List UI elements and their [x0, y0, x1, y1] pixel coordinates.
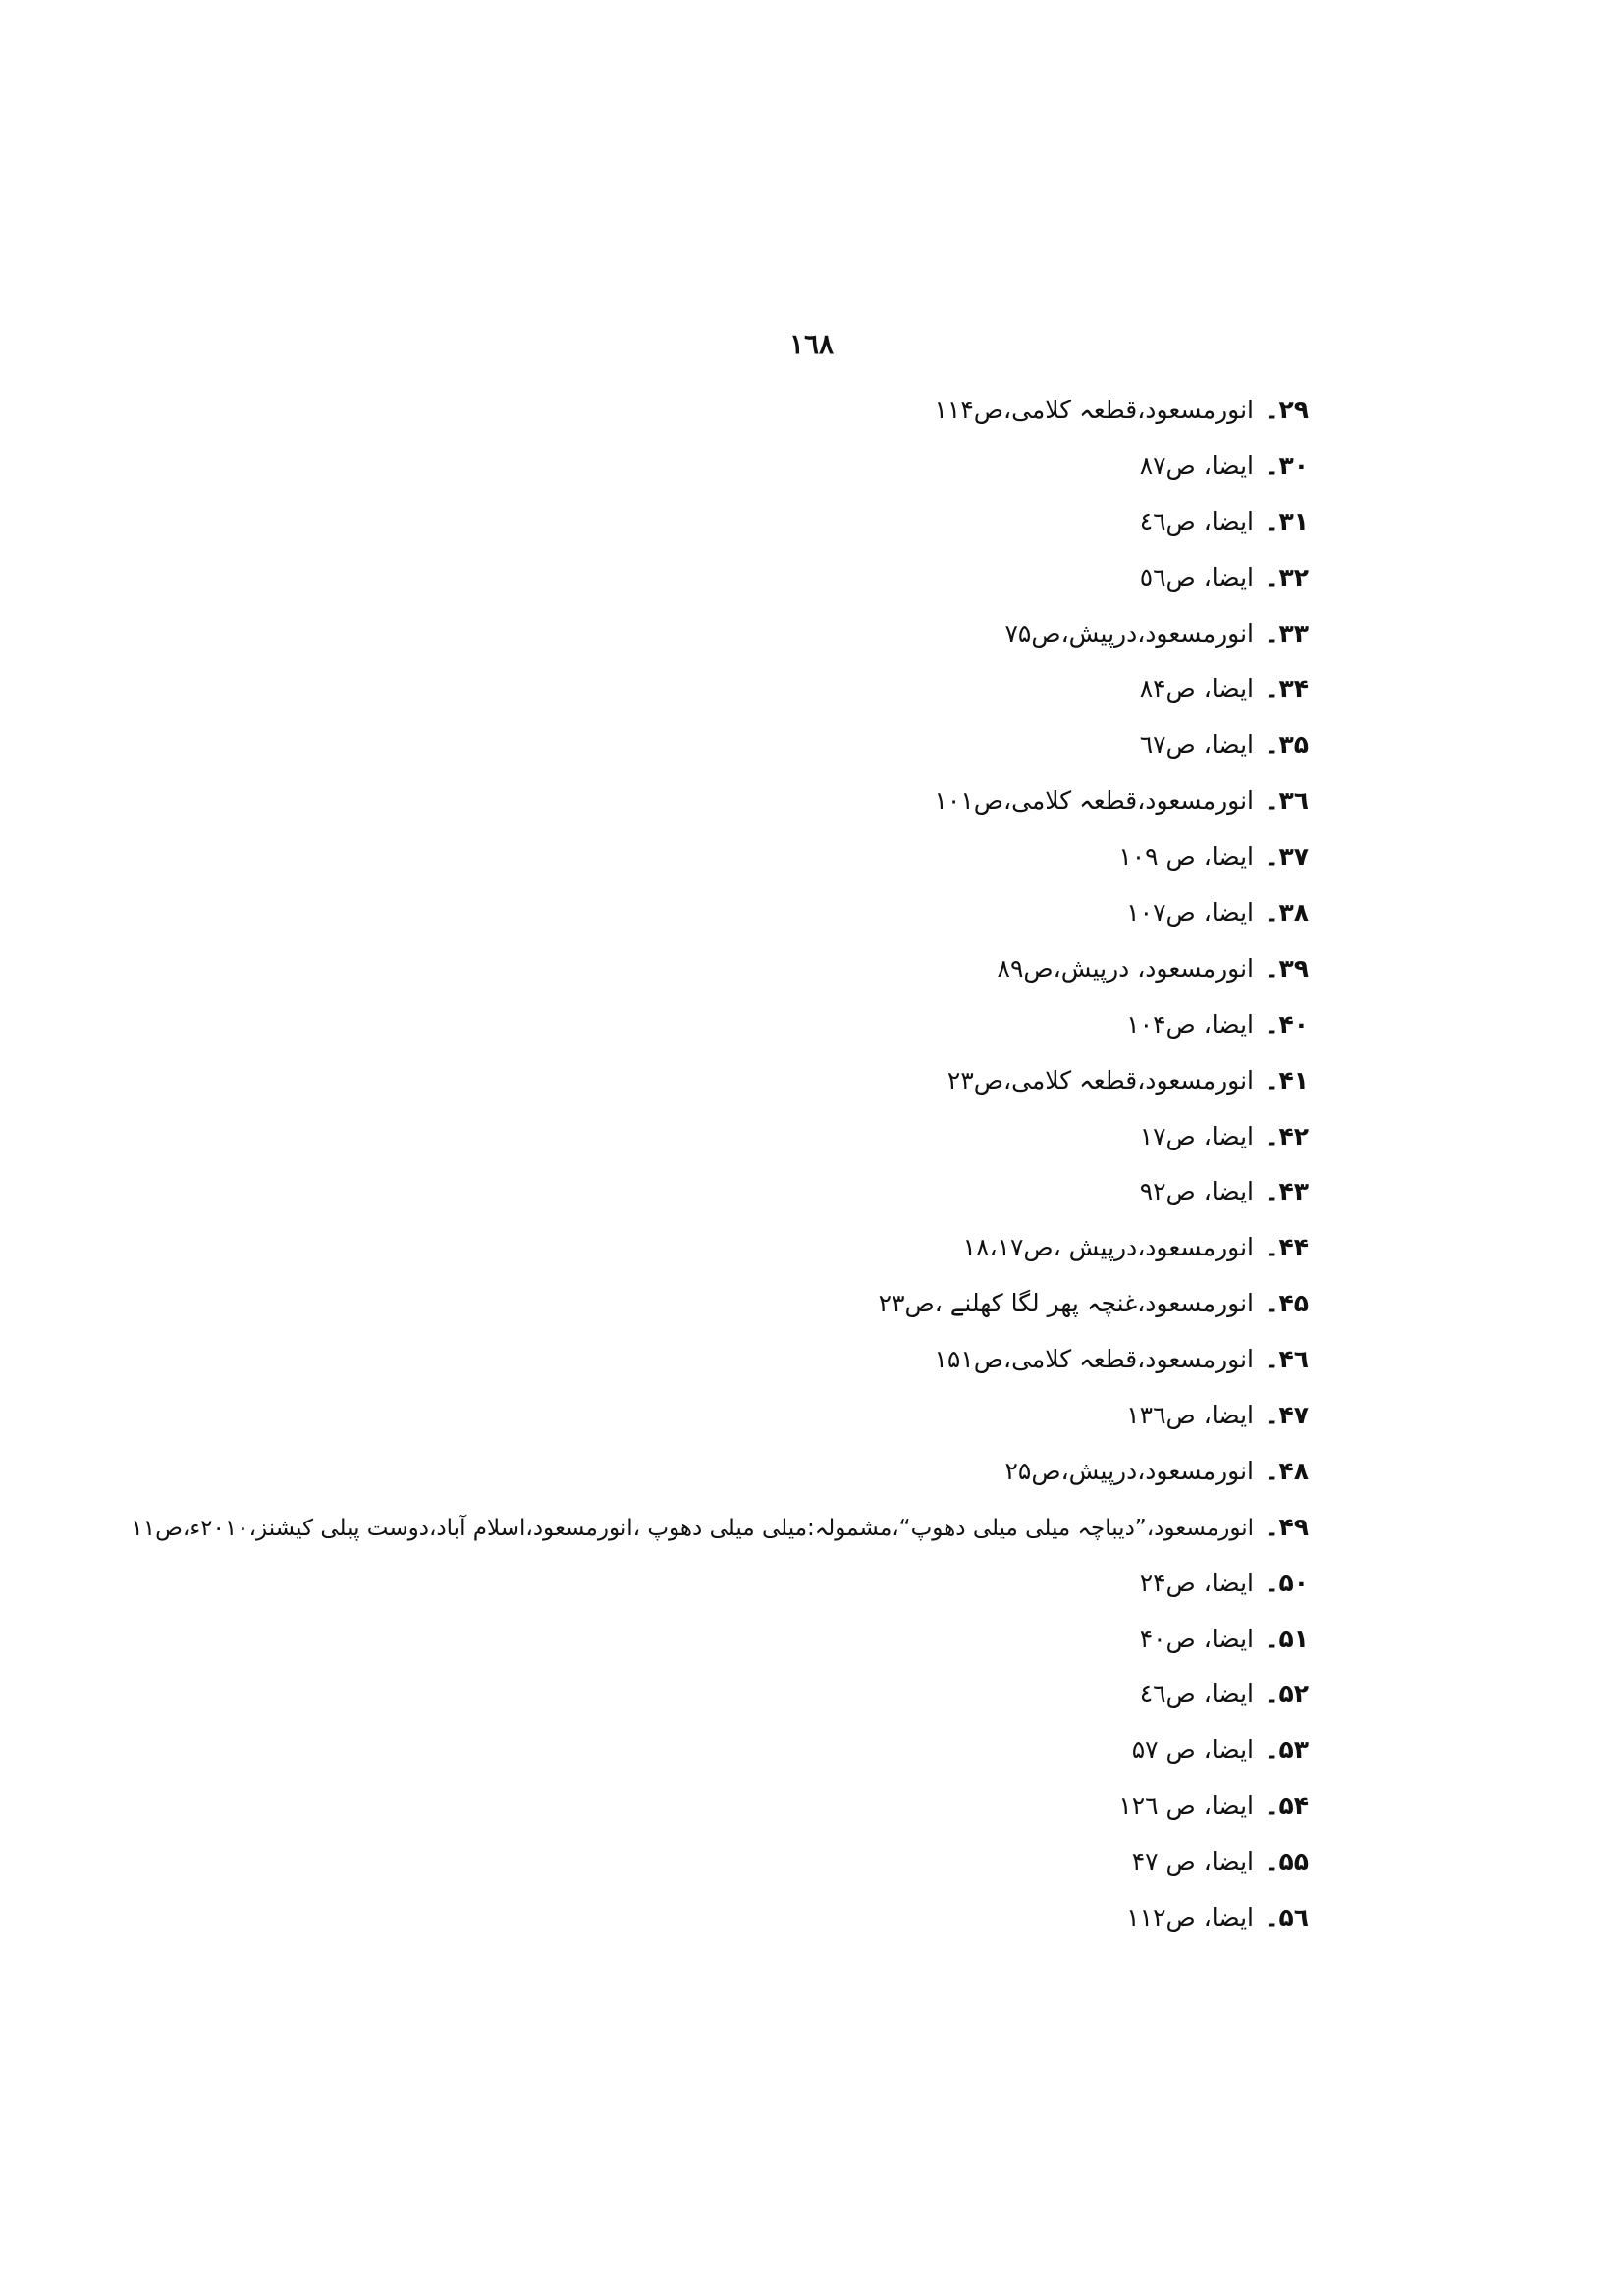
reference-text: ایضا، ص۱۰۴: [1126, 1009, 1254, 1039]
reference-item: [219, 551, 1309, 607]
reference-number: ۴٦۔: [1264, 1345, 1309, 1374]
reference-item: [219, 1556, 1309, 1612]
reference-item: [219, 1612, 1309, 1668]
reference-item: [219, 1779, 1309, 1835]
reference-number: ۳۷۔: [1264, 842, 1309, 872]
reference-number: ۴۵۔: [1264, 1289, 1309, 1318]
reference-number: ۴۸۔: [1264, 1456, 1309, 1485]
reference-number: ۳۸۔: [1264, 898, 1309, 928]
reference-number: ۵۴۔: [1264, 1791, 1309, 1821]
reference-text: ایضا، ص٦۷: [1139, 730, 1254, 760]
reference-item: [219, 1220, 1309, 1276]
reference-text: ایضا، ص۲۴: [1139, 1568, 1254, 1597]
reference-item: [219, 997, 1309, 1053]
reference-text: ایضا، ص٥٦: [1139, 562, 1254, 592]
reference-text: ایضا، ص۸۷: [1139, 451, 1254, 480]
reference-number: ۳۹۔: [1264, 953, 1309, 983]
reference-text: انورمسعود،غنچہ پھر لگا کھلنے ،ص۲۳: [878, 1289, 1254, 1318]
reference-item: [219, 941, 1309, 997]
reference-item: [219, 1053, 1309, 1109]
reference-text: ایضا، ص ۱۰۹: [1118, 842, 1254, 872]
reference-item: [219, 1835, 1309, 1891]
reference-item: [219, 1164, 1309, 1220]
reference-item: [131, 1500, 1309, 1556]
reference-number: ۳۰۔: [1264, 451, 1309, 480]
reference-text: انورمسعود،قطعہ کلامی،ص۱۰۱: [934, 786, 1254, 816]
reference-number: ۵۵۔: [1264, 1847, 1309, 1877]
reference-number: ۵۲۔: [1264, 1680, 1309, 1709]
reference-number: ۳٦۔: [1264, 786, 1309, 816]
references-list: [131, 383, 1309, 1947]
reference-number: ۴۰۔: [1264, 1009, 1309, 1039]
reference-text: انورمسعود،درپیش،ص۲۵: [1004, 1456, 1254, 1485]
reference-number: ۳۵۔: [1264, 730, 1309, 760]
reference-text: انورمسعود، درپیش،ص۸۹: [997, 953, 1254, 983]
reference-item: [219, 439, 1309, 495]
reference-number: ۴۴۔: [1264, 1233, 1309, 1262]
reference-item: [219, 383, 1309, 439]
reference-item: [219, 1667, 1309, 1723]
reference-number: ۴۹۔: [1264, 1512, 1309, 1541]
reference-text: انورمسعود،قطعہ کلامی،ص۱۱۴: [934, 396, 1254, 424]
reference-item: [219, 607, 1309, 663]
reference-number: ۵۳۔: [1264, 1735, 1309, 1765]
reference-number: ۴۲۔: [1264, 1121, 1309, 1150]
reference-item: [219, 1723, 1309, 1779]
reference-number: ۴۱۔: [1264, 1065, 1309, 1095]
reference-text: ایضا، ص ۵۷: [1131, 1735, 1254, 1765]
reference-item: [219, 1332, 1309, 1388]
reference-item: [219, 829, 1309, 885]
reference-number: ۴۷۔: [1264, 1401, 1309, 1430]
reference-text: انورمسعود،قطعہ کلامی،ص۱۵۱: [934, 1345, 1254, 1374]
reference-item: [219, 1109, 1309, 1165]
reference-item: [219, 662, 1309, 718]
reference-item: [219, 495, 1309, 551]
reference-text: ایضا، ص ۴۷: [1131, 1847, 1254, 1877]
reference-number: ۵٦۔: [1264, 1903, 1309, 1933]
reference-text: ایضا، ص۹۲: [1139, 1177, 1254, 1206]
reference-number: ۳۲۔: [1264, 562, 1309, 592]
reference-number: ۳۳۔: [1264, 618, 1309, 648]
reference-number: ۵۰۔: [1264, 1568, 1309, 1597]
reference-text: ایضا، ص٤٦: [1139, 1680, 1254, 1709]
reference-text: ایضا، ص۸۴: [1139, 674, 1254, 704]
reference-item: [219, 774, 1309, 829]
reference-text: ایضا، ص۱۱۲: [1126, 1903, 1254, 1933]
reference-text: انورمسعود،درپیش،ص۷۵: [1004, 618, 1254, 648]
reference-item: [219, 885, 1309, 941]
reference-text: انورمسعود،درپیش ،ص۱۸،۱۷: [962, 1233, 1254, 1262]
page-number: ۱٦۸: [788, 328, 835, 360]
reference-number: ۲۹۔: [1264, 396, 1309, 424]
reference-text: انورمسعود،قطعہ کلامی،ص۲۳: [947, 1065, 1254, 1095]
reference-number: ۳۴۔: [1264, 674, 1309, 704]
reference-text: ایضا، ص۱۷: [1139, 1121, 1254, 1150]
reference-text: ایضا، ص۴۰: [1139, 1624, 1254, 1653]
reference-text: ایضا، ص ۱۲٦: [1118, 1791, 1254, 1821]
reference-text: انورمسعود،”دیباچہ میلی میلی دھوپ“،مشمولہ:میلی میلی دھوپ ،انورمسعود،اسلام آباد،دوست پبلی کیشنز،۲۰۱۰ء،ص۱۱: [131, 1515, 1254, 1541]
reference-text: ایضا، ص۱۰۷: [1126, 898, 1254, 928]
reference-text: ایضا، ص٤٦: [1139, 507, 1254, 536]
reference-number: ۴۳۔: [1264, 1177, 1309, 1206]
reference-number: ۵۱۔: [1264, 1624, 1309, 1653]
reference-item: [219, 1276, 1309, 1332]
reference-item: [219, 718, 1309, 774]
reference-item: [219, 1891, 1309, 1947]
reference-item: [219, 1444, 1309, 1500]
reference-number: ۳۱۔: [1264, 507, 1309, 536]
reference-text: ایضا، ص۱۳٦: [1126, 1401, 1254, 1430]
reference-item: [219, 1388, 1309, 1444]
